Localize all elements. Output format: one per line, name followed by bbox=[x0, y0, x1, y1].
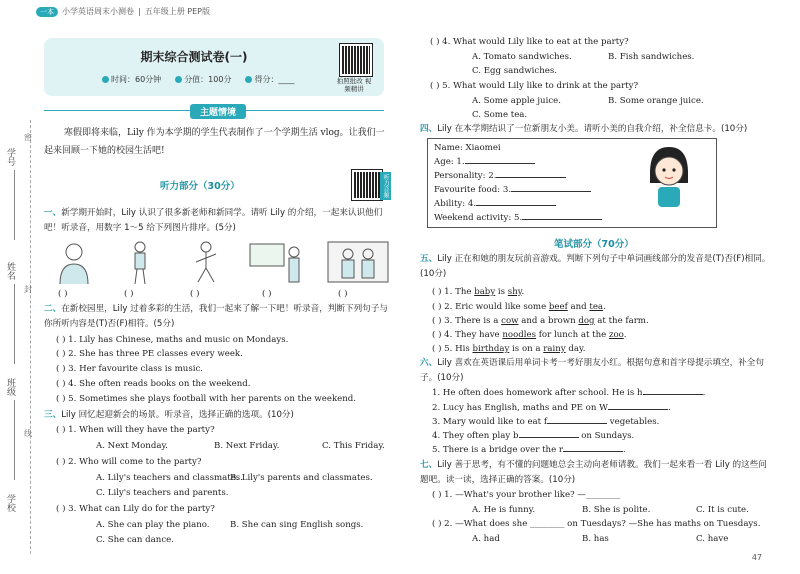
q3-2-option-a: A. Lily's teachers and classmates. bbox=[96, 473, 243, 483]
card-food: Favourite food: 3. bbox=[434, 185, 512, 195]
q2-item-1[interactable]: ( ) 1. Lily has Chinese, maths and music on Mondays. bbox=[56, 335, 289, 345]
ability-blank[interactable] bbox=[476, 205, 556, 206]
pen-icon bbox=[245, 76, 252, 83]
q3-3-option-c: C. She can dance. bbox=[96, 535, 174, 545]
cut-mark-2: 封 bbox=[24, 285, 32, 294]
q3-item-2[interactable]: ( ) 2. Who will come to the party? bbox=[56, 457, 202, 467]
score-icon bbox=[175, 76, 182, 83]
q3-1-option-b: B. Next Friday. bbox=[214, 441, 280, 451]
q1-answer-2[interactable]: ( ) bbox=[124, 289, 134, 299]
q3-item-3[interactable]: ( ) 3. What can Lily do for the party? bbox=[56, 504, 215, 514]
q2-header: 二、在新校园里，Lily 过着多彩的生活，我们一起来了解一下吧！听录音，判断下列句子与你所听内容是(T)否(F)相符。(5分) bbox=[44, 304, 388, 329]
card-personality: Personality: 2. bbox=[434, 171, 497, 181]
q6-item-4[interactable]: 4. They often play b on Sundays. bbox=[432, 431, 635, 441]
student-number-label: 学号 bbox=[5, 148, 15, 166]
theme-label: 主题情境 bbox=[190, 104, 246, 119]
q7-item-1[interactable]: ( ) 1. —What's your brother like? —________ bbox=[432, 490, 621, 500]
runner-picture bbox=[182, 240, 230, 284]
classroom-picture bbox=[248, 240, 308, 284]
q5-item-5[interactable]: ( ) 5. His birthday is on a rainy day. bbox=[432, 344, 586, 354]
q2-item-3[interactable]: ( ) 3. Her favourite class is music. bbox=[56, 364, 204, 374]
binding-margin bbox=[0, 0, 38, 574]
exam-title: 期末综合测试卷(一) bbox=[140, 50, 248, 64]
q3-item-1[interactable]: ( ) 1. When will they have the party? bbox=[56, 425, 215, 435]
page-header: 一本 小学英语周末小测卷 | 五年级上册 PEP版 bbox=[36, 6, 210, 17]
q7-1-option-b: B. She is polite. bbox=[582, 505, 651, 515]
qr-caption: 拍照批改 视频精讲 bbox=[336, 77, 372, 93]
personality-blank[interactable] bbox=[496, 177, 566, 178]
q1-answer-4[interactable]: ( ) bbox=[262, 289, 272, 299]
q6-item-1[interactable]: 1. He often does homework after school. He is h . bbox=[432, 388, 706, 398]
card-weekend: Weekend activity: 5. bbox=[434, 213, 523, 223]
q3-3-option-a: A. She can play the piano. bbox=[96, 520, 210, 530]
age-blank[interactable] bbox=[465, 163, 535, 164]
qr-code-icon[interactable] bbox=[340, 44, 372, 76]
card-ability: Ability: 4. bbox=[434, 199, 477, 209]
q3-item-4[interactable]: ( ) 4. What would Lily like to eat at the party? bbox=[430, 37, 629, 47]
q6-item-5[interactable]: 5. There is a bridge over the r . bbox=[432, 445, 626, 455]
audio-qr-icon[interactable] bbox=[352, 170, 382, 200]
got-score: 得分：____ bbox=[254, 75, 295, 84]
q2-item-4[interactable]: ( ) 4. She often reads books on the weekend. bbox=[56, 379, 251, 389]
cut-mark-1: 密 bbox=[24, 133, 32, 142]
q7-item-2[interactable]: ( ) 2. —What does she ________ on Tuesdays? —She has maths on Tuesdays. bbox=[432, 519, 761, 529]
q1-answer-5[interactable]: ( ) bbox=[338, 289, 348, 299]
class-label: 班级 bbox=[5, 378, 15, 396]
q6-header: 六、Lily 喜欢在英语课后用单词卡考一考好朋友小红。根据句意和首字母提示填空，补全句子。(10分) bbox=[420, 358, 764, 383]
theme-banner bbox=[44, 104, 384, 118]
audio-tag: 听力音频 bbox=[382, 174, 389, 198]
q3-3-option-b: B. She can sing English songs. bbox=[230, 520, 364, 530]
cut-mark-3: 线 bbox=[24, 429, 32, 438]
q7-2-option-c: C. have bbox=[696, 534, 729, 544]
q6-item-3[interactable]: 3. Mary would like to eat f vegetables. bbox=[432, 417, 660, 427]
series-name: 小学英语周末小测卷 bbox=[62, 7, 134, 16]
school-label: 学校 bbox=[5, 494, 15, 512]
q3-item-5[interactable]: ( ) 5. What would Lily like to drink at the party? bbox=[430, 81, 639, 91]
q5-item-1[interactable]: ( ) 1. The baby is shy. bbox=[432, 287, 525, 297]
boy-picture bbox=[116, 240, 164, 284]
time-info: 时间：60分钟 bbox=[111, 75, 162, 84]
q3-4-option-a: A. Tomato sandwiches. bbox=[472, 52, 572, 62]
q5-item-4[interactable]: ( ) 4. They have noodles for lunch at the zoo. bbox=[432, 330, 627, 340]
q3-2-option-c: C. Lily's teachers and parents. bbox=[96, 488, 229, 498]
q2-item-5[interactable]: ( ) 5. Sometimes she plays football with her parents on the weekend. bbox=[56, 394, 357, 404]
q3-header: 三、Lily 回忆起迎新会的场景。听录音，选择正确的选项。(10分) bbox=[44, 410, 294, 420]
q4-header: 四、Lily 在本学期结识了一位新朋友小美。请听小美的自我介绍，补全信息卡。(10分) bbox=[420, 124, 748, 134]
q3-4-option-c: C. Egg sandwiches. bbox=[472, 66, 557, 76]
grade-label: 五年级上册 PEP版 bbox=[144, 7, 210, 16]
food-blank[interactable] bbox=[511, 191, 591, 192]
listening-title: 听力部分（30分） bbox=[160, 181, 240, 192]
writing-title: 笔试部分（70分） bbox=[554, 239, 634, 250]
q3-2-option-b: B. Lily's parents and classmates. bbox=[230, 473, 373, 483]
q7-2-option-b: B. has bbox=[582, 534, 609, 544]
page-number: 47 bbox=[751, 553, 762, 562]
q3-5-option-b: B. Some orange juice. bbox=[608, 96, 704, 106]
series-tag: 一本 bbox=[36, 7, 58, 17]
q5-header: 五、Lily 正在和她的朋友玩前音游戏。判断下列句子中单词画线部分的发音是(T)否(F)相同。(10分) bbox=[420, 254, 771, 279]
card-name: Name: Xiaomei bbox=[434, 143, 501, 153]
q5-item-3[interactable]: ( ) 3. There is a cow and a brown dog at the farm. bbox=[432, 316, 649, 326]
score-info: 分值：100分 bbox=[184, 75, 232, 84]
q7-1-option-c: C. It is cute. bbox=[696, 505, 749, 515]
q1-header: 一、新学期开始时，Lily 认识了很多新老师和新同学。请听 Lily 的介绍，一起来认识他们吧！听录音，用数字 1～5 给下列图片排序。(5分) bbox=[44, 208, 383, 233]
info-card bbox=[427, 138, 717, 228]
xiaomei-portrait bbox=[640, 143, 698, 207]
intro-paragraph: 寒假即将来临，Lily 作为本学期的学生代表制作了一个学期生活 vlog。让我们一起来回顾一下她的校园生活吧! bbox=[44, 128, 385, 156]
q1-answer-1[interactable]: ( ) bbox=[58, 289, 68, 299]
q2-item-2[interactable]: ( ) 2. She has three PE classes every week. bbox=[56, 349, 243, 359]
q3-5-option-a: A. Some apple juice. bbox=[472, 96, 561, 106]
q3-1-option-c: C. This Friday. bbox=[322, 441, 385, 451]
q3-5-option-c: C. Some tea. bbox=[472, 110, 528, 120]
clock-icon bbox=[102, 76, 109, 83]
title-box bbox=[44, 38, 384, 96]
teacher-picture bbox=[50, 240, 98, 284]
classmates-picture bbox=[326, 240, 390, 284]
q5-item-2[interactable]: ( ) 2. Eric would like some beef and tea. bbox=[432, 302, 606, 312]
q6-item-2[interactable]: 2. Lucy has English, maths and PE on W . bbox=[432, 403, 671, 413]
name-label: 姓名 bbox=[5, 262, 15, 280]
q7-1-option-a: A. He is funny. bbox=[472, 505, 536, 515]
weekend-blank[interactable] bbox=[522, 219, 602, 220]
q3-1-option-a: A. Next Monday. bbox=[96, 441, 168, 451]
q7-2-option-a: A. had bbox=[472, 534, 500, 544]
card-age: Age: 1. bbox=[434, 157, 465, 167]
q1-answer-3[interactable]: ( ) bbox=[190, 289, 200, 299]
q3-4-option-b: B. Fish sandwiches. bbox=[608, 52, 695, 62]
q7-header: 七、Lily 善于思考，有不懂的问题她总会主动向老师请教。我们一起来看一看 Lily 的这些问题吧。读一读，选择正确的答案。(10分) bbox=[420, 460, 767, 485]
